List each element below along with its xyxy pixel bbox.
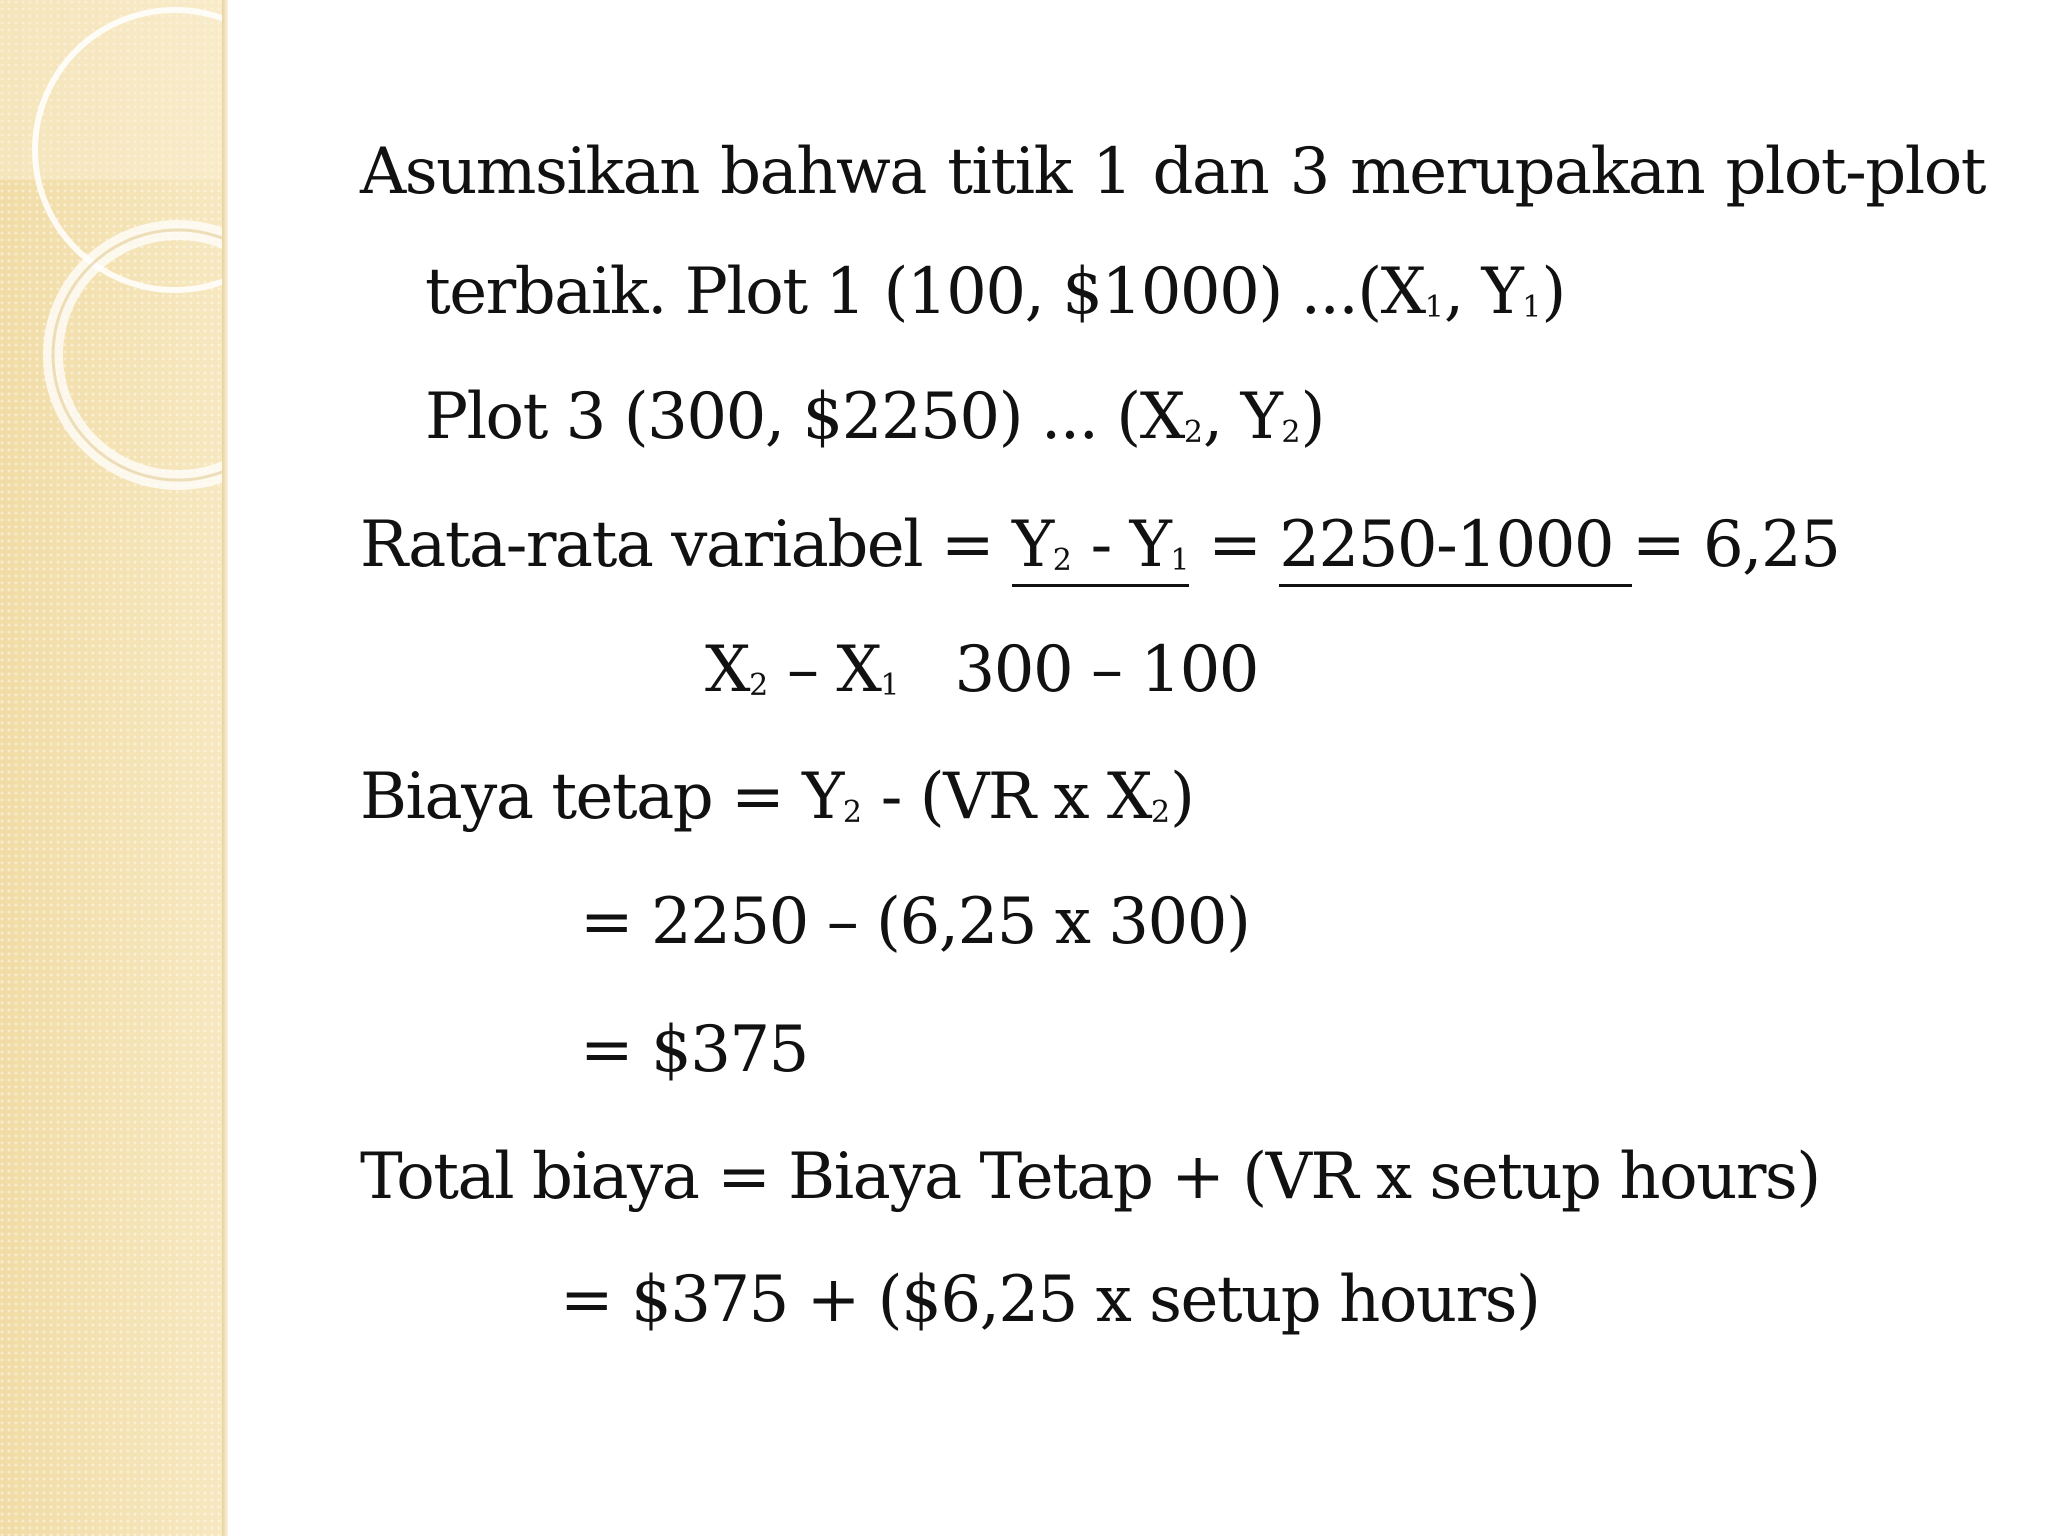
- line-10: = $375 + ($6,25 x setup hours): [560, 1263, 1540, 1337]
- band-edge: [222, 0, 228, 1536]
- line-9-total-cost: Total biaya = Biaya Tetap + (VR x setup hours): [360, 1140, 1820, 1214]
- numerator-numeric: 2250-1000: [1279, 508, 1632, 587]
- line-7: = 2250 – (6,25 x 300): [580, 885, 1250, 959]
- decorative-side-band: [0, 0, 228, 1536]
- numerator-symbolic: $Y_2 - Y_1$: [1012, 508, 1190, 587]
- decorative-rings: [0, 0, 228, 520]
- line-4-rate-formula: Rata-rata variabel = $Y_2 - Y_1 = 2250-1000 = 6,25$: [360, 513, 1839, 577]
- line-6-fixed-cost: Biaya tetap = $Y_2 - (VR$ x $X_2$): [360, 760, 1194, 834]
- line-1: Asumsikan bahwa titik 1 dan 3 merupakan plot-plot: [360, 135, 1985, 209]
- line-8: = $375: [580, 1013, 808, 1087]
- line-2: terbaik. Plot 1 (100, $1000) $...(X_1$, $Y_1$): [425, 255, 1565, 329]
- line-5-denominators: $X_2 - X_1$ 300 – 100: [705, 633, 1258, 707]
- line-3: Plot 3 (300, $2250) ... ($X_2$, $Y_2$): [425, 380, 1324, 454]
